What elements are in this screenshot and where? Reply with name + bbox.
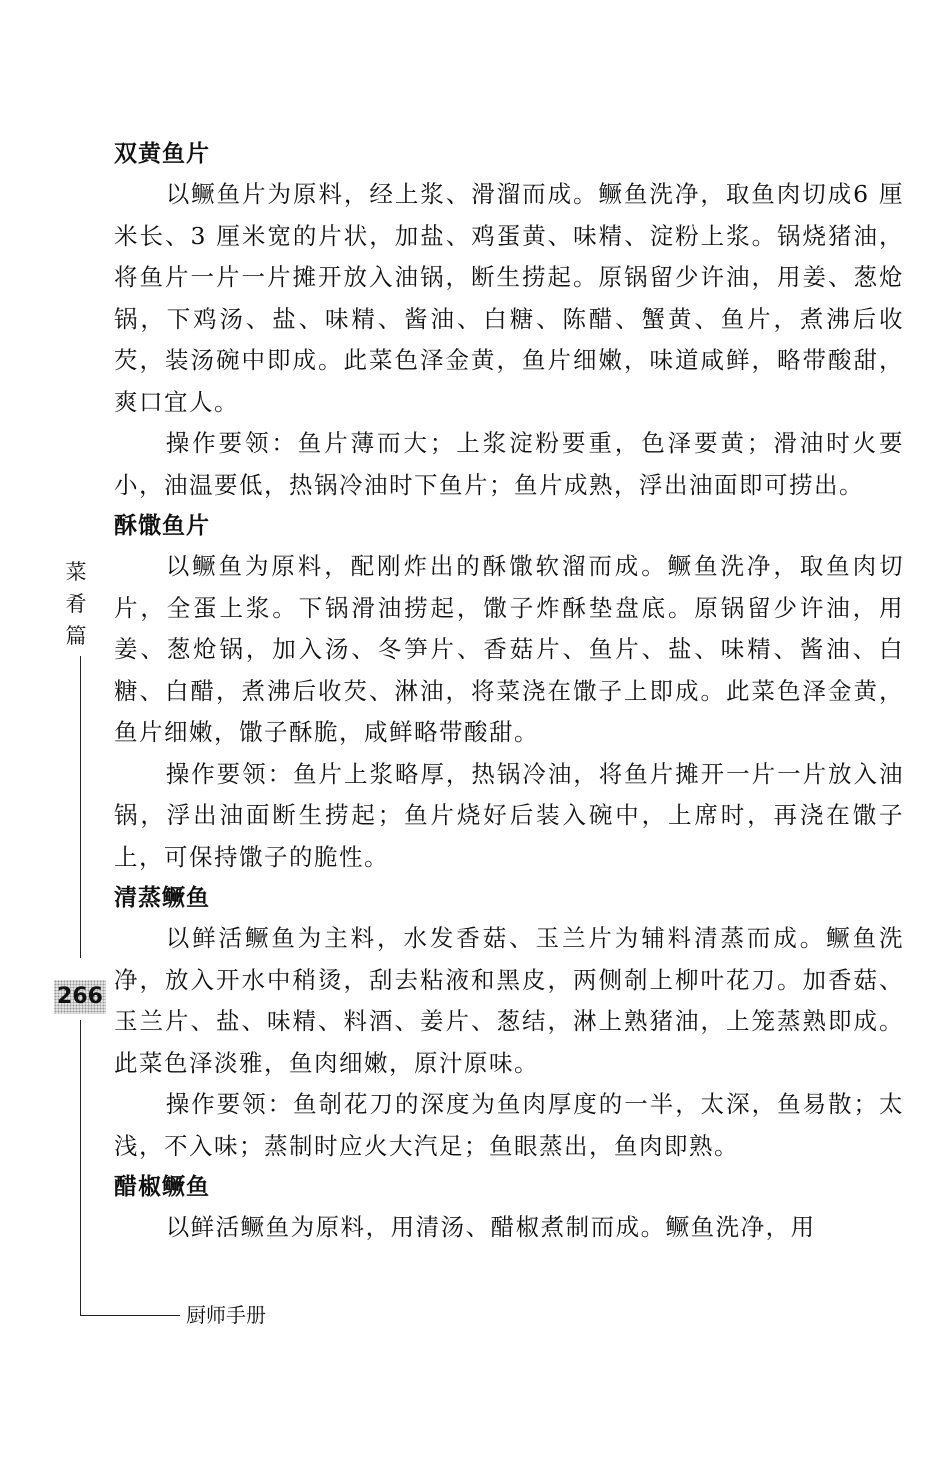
recipe-description: 以鲜活鳜鱼为原料，用清汤、醋椒煮制而成。鳜鱼洗净，用	[165, 1213, 816, 1241]
recipe-description: 以鲜活鳜鱼为主料，水发香菇、玉兰片为辅料清蒸而成。鳜鱼洗净，放入开水中稍烫，刮去粘液和黑皮，两侧剞上柳叶花刀。加香菇、玉兰片、盐、味精、料酒、姜片、葱结，淋上熟猪油，上笼蒸熟即成。此菜色泽淡雅，鱼肉细嫩，原汁原味。	[114, 924, 904, 1077]
recipe-title: 清蒸鳜鱼	[114, 885, 210, 911]
side-label-char: 菜	[65, 560, 87, 584]
margin-rule-upper	[80, 656, 81, 958]
recipe-title: 醋椒鳜鱼	[114, 1174, 210, 1200]
recipe-tips: 操作要领：鱼剞花刀的深度为鱼肉厚度的一半，太深，鱼易散；太浅，不入味；蒸制时应火大汽足；鱼眼蒸出，鱼肉即熟。	[114, 1090, 904, 1160]
recipe-section	[114, 1167, 904, 1249]
recipe-tips: 操作要领：鱼片上浆略厚，热锅冷油，将鱼片摊开一片一片放入油锅，浮出油面断生捞起；鱼片烧好后装入碗中，上席时，再浇在馓子上，可保持馓子的脆性。	[114, 759, 904, 871]
page-number: 266	[54, 980, 106, 1014]
side-label-char: 篇	[65, 624, 87, 648]
side-section-label	[62, 556, 90, 652]
recipe-tips: 操作要领：鱼片薄而大；上浆淀粉要重，色泽要黄；滑油时火要小，油温要低，热锅冷油时下鱼片；鱼片成熟，浮出油面即可捞出。	[114, 429, 904, 499]
margin-rule-lower	[80, 1020, 81, 1316]
recipe-section	[114, 506, 904, 878]
recipe-description: 以鳜鱼片为原料，经上浆、滑溜而成。鳜鱼洗净，取鱼肉切成6 厘米长、3 厘米宽的片状，加盐、鸡蛋黄、味精、淀粉上浆。锅烧猪油，将鱼片一片一片摊开放入油锅，断生捞起。原锅留少许油，用姜、葱炝锅，下鸡汤、盐、味精、酱油、白糖、陈醋、蟹黄、鱼片，煮沸后收芡，装汤碗中即成。此菜色泽金黄，鱼片细嫩，味道咸鲜，略带酸甜，爽口宜人。	[114, 180, 904, 416]
recipe-section	[114, 878, 904, 1167]
footer-book-title: 厨师手册	[186, 1303, 266, 1327]
main-text	[114, 134, 904, 1249]
recipe-title: 双黄鱼片	[114, 141, 210, 167]
side-label-char: 肴	[65, 592, 87, 616]
footer-rule	[80, 1315, 180, 1316]
recipe-title: 酥馓鱼片	[114, 513, 210, 539]
recipe-description: 以鳜鱼为原料，配刚炸出的酥馓软溜而成。鳜鱼洗净，取鱼肉切片，全蛋上浆。下锅滑油捞起，馓子炸酥垫盘底。原锅留少许油，用姜、葱炝锅，加入汤、冬笋片、香菇片、鱼片、盐、味精、酱油、白糖、白醋，煮沸后收芡、淋油，将菜浇在馓子上即成。此菜色泽金黄，鱼片细嫩，馓子酥脆，咸鲜略带酸甜。	[114, 552, 904, 746]
recipe-section	[114, 134, 904, 506]
